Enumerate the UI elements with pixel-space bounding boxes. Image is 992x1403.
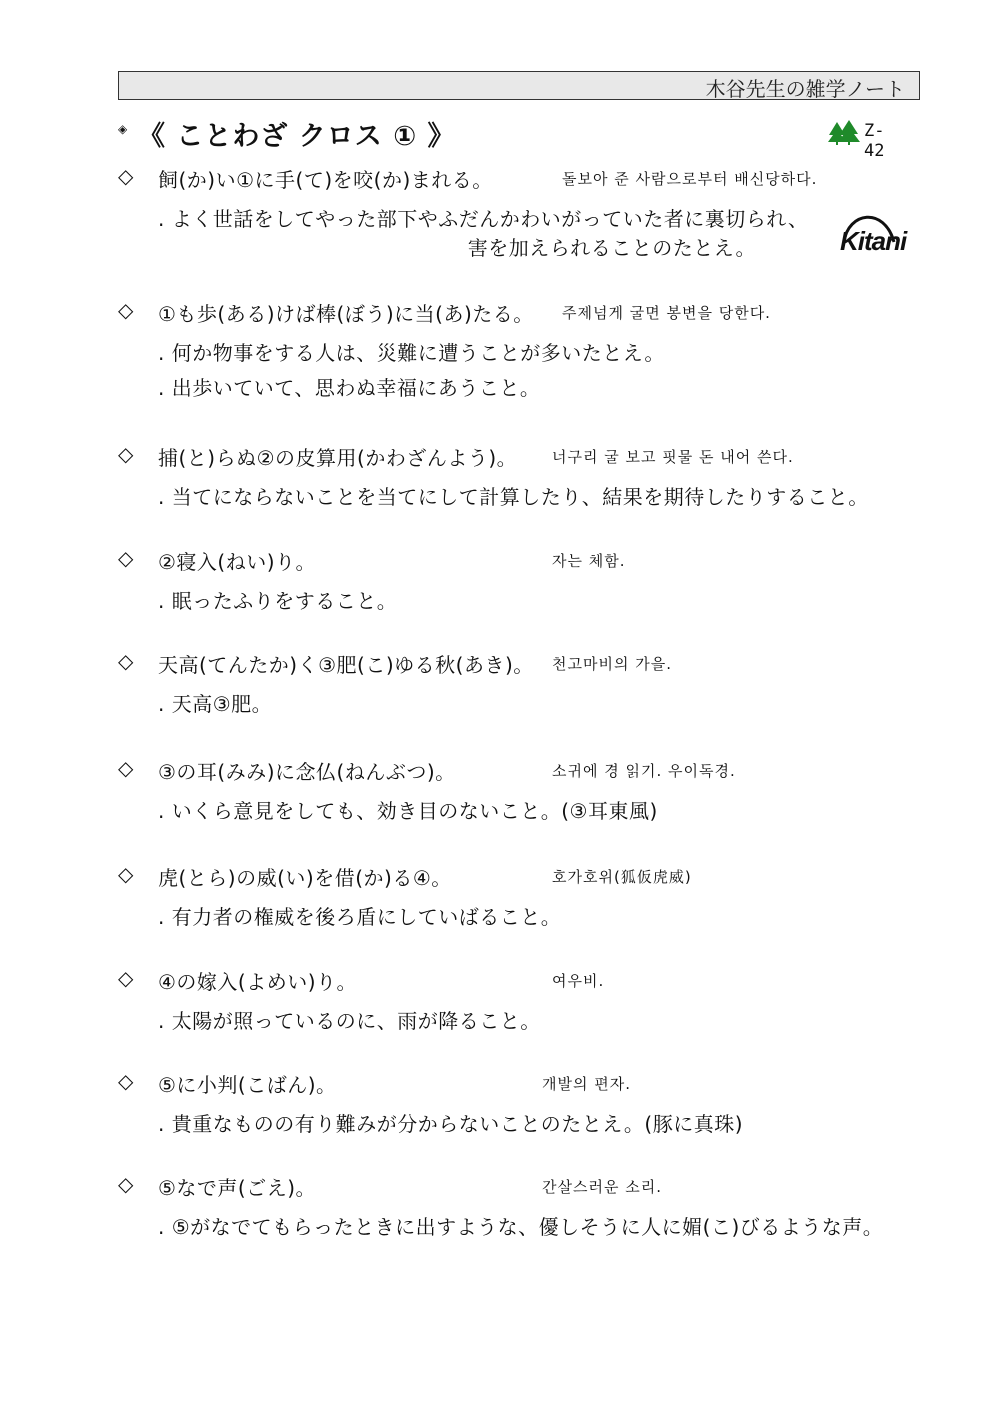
entry (118, 1172, 920, 1242)
explanation: 害を加えられることのたとえ。 (467, 236, 756, 260)
proverb-text: 虎(とら)の威(い)を借(か)る④。 (158, 866, 452, 890)
entry (118, 546, 920, 616)
header-title: 木谷先生の雑学ノート (705, 77, 905, 101)
entry (118, 966, 920, 1036)
korean-translation: 간살스러운 소리. (542, 1178, 662, 1196)
explanation: . 天高③肥。 (158, 692, 273, 716)
entry-marker: ◇ (118, 546, 134, 570)
proverb-text: ②寝入(ねい)り。 (158, 550, 317, 574)
entry-marker: ◇ (118, 756, 134, 780)
entry-marker: ◇ (118, 442, 134, 466)
explanation: . 当てにならないことを当てにして計算したり、結果を期待したりすること。 (158, 485, 869, 509)
korean-translation: 여우비. (552, 972, 605, 990)
proverb-text: 捕(と)らぬ②の皮算用(かわざんよう)。 (158, 446, 518, 470)
korean-translation: 주제넘게 굴면 봉변을 당한다. (562, 304, 771, 322)
entry-marker: ◇ (118, 298, 134, 322)
logo-text: Kitani (840, 226, 907, 256)
entry-marker: ◇ (118, 1172, 134, 1196)
explanation: . 何か物事をする人は、災難に遭うことが多いたとえ。 (158, 341, 665, 365)
tree-icon (828, 120, 860, 146)
explanation: . よく世話をしてやった部下やふだんかわいがっていた者に裏切られ、 (158, 207, 809, 231)
explanation: . 出歩いていて、思わぬ幸福にあうこと。 (158, 376, 541, 400)
entry-marker: ◇ (118, 1069, 134, 1093)
page-title: 《 ことわざ クロス ① 》 (138, 121, 456, 152)
korean-translation: 돌보아 준 사람으로부터 배신당하다. (562, 170, 818, 188)
explanation: . 太陽が照っているのに、雨が降ること。 (158, 1009, 541, 1033)
title-bullet: ◈ (118, 122, 128, 136)
entry (118, 442, 920, 512)
entry (118, 298, 920, 408)
entry (118, 164, 920, 262)
title-row (118, 112, 920, 152)
explanation: . 眠ったふりをすること。 (158, 589, 398, 613)
entry (118, 756, 920, 826)
entry-marker: ◇ (118, 164, 134, 188)
entry-marker: ◇ (118, 966, 134, 990)
proverb-text: ⑤に小判(こばん)。 (158, 1073, 337, 1097)
entry (118, 1069, 920, 1139)
entry (118, 649, 920, 719)
explanation: . 有力者の権威を後ろ盾にしていばること。 (158, 905, 562, 929)
korean-translation: 개발의 편자. (542, 1075, 631, 1093)
entry-marker: ◇ (118, 649, 134, 673)
proverb-text: ⑤なで声(ごえ)。 (158, 1176, 317, 1200)
entry (118, 862, 920, 932)
proverb-text: 天高(てんたか)く③肥(こ)ゆる秋(あき)。 (158, 653, 534, 677)
explanation: . ⑤がなでてもらったときに出すような、優しそうに人に媚(こ)びるような声。 (158, 1215, 884, 1239)
korean-translation: 천고마비의 가을. (552, 655, 672, 673)
proverb-text: 飼(か)い①に手(て)を咬(か)まれる。 (158, 168, 493, 192)
code-label: Z-42 (864, 121, 885, 161)
explanation: . いくら意見をしても、効き目のないこと。(③耳東風) (158, 799, 658, 823)
proverb-text: ④の嫁入(よめい)り。 (158, 970, 358, 994)
explanation: . 貴重なものの有り難みが分からないことのたとえ。(豚に真珠) (158, 1112, 744, 1136)
korean-translation: 호가호위(狐仮虎威) (552, 868, 692, 886)
header-bar (118, 71, 920, 100)
korean-translation: 소귀에 경 읽기. 우이독경. (552, 762, 736, 780)
entry-marker: ◇ (118, 862, 134, 886)
korean-translation: 너구리 굴 보고 핏물 돈 내어 쓴다. (552, 448, 794, 466)
korean-translation: 자는 체함. (552, 552, 626, 570)
proverb-text: ①も歩(ある)けば棒(ぼう)に当(あ)たる。 (158, 302, 534, 326)
proverb-text: ③の耳(みみ)に念仏(ねんぶつ)。 (158, 760, 456, 784)
